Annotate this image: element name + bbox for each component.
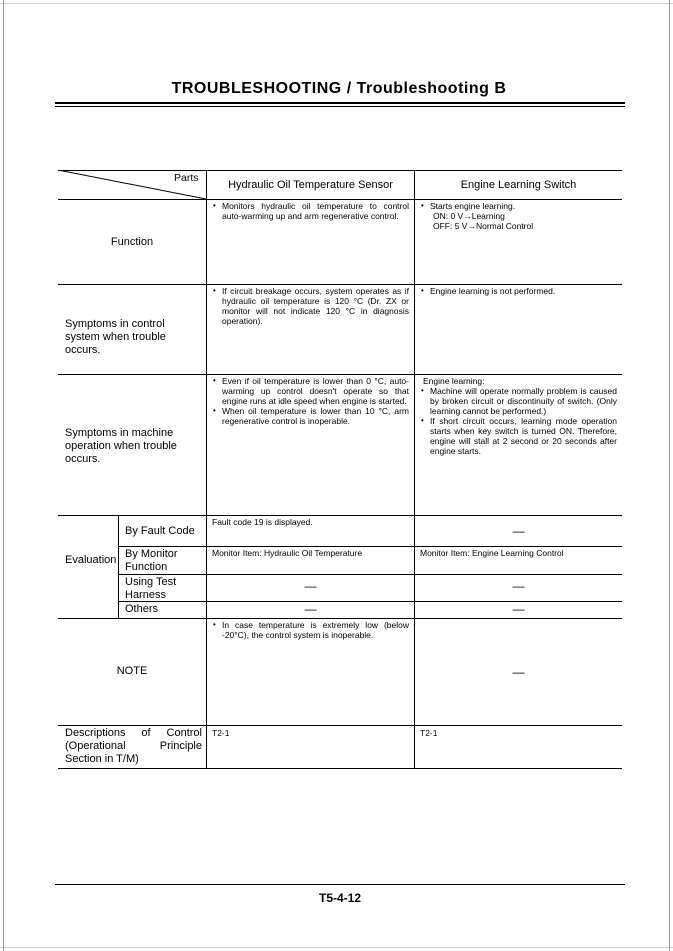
row-divider	[118, 574, 622, 575]
function-switch-cell	[420, 201, 617, 231]
symptoms-control-switch-cell	[420, 286, 617, 296]
row-label-symptoms-machine: Symptoms in machine operation when trouble occurs.	[65, 427, 177, 465]
row-divider	[58, 374, 622, 375]
symptoms-control-sensor-text: • If circuit breakage occurs, system operates as if hydraulic oil temperature is 120 °C (Dr. ZX or monitor will not indicate 120 °C in diagnosis operation).	[212, 286, 409, 326]
row-divider	[58, 515, 622, 516]
row-label-symptoms-control: Symptoms in control system when trouble occurs.	[65, 318, 166, 356]
function-switch-on: ON: 0 V→Learning	[433, 211, 505, 221]
row-divider	[58, 618, 622, 619]
symptoms-machine-switch-heading: Engine learning:	[423, 376, 485, 386]
function-switch-text: • Starts engine learning.	[420, 201, 617, 211]
function-sensor-text: • Monitors hydraulic oil temperature to control auto-warming up and arm regenerative control.	[212, 201, 409, 221]
title-rule-thin	[55, 106, 625, 107]
note-sensor-text: • In case temperature is extremely low (below -20°C), the control system is inoperable.	[212, 620, 409, 640]
symptoms-machine-sensor-text-2: • When oil temperature is lower than 10 °C, arm regenerative control is inoperable.	[212, 406, 409, 426]
page-number: T5-4-12	[318, 891, 362, 905]
page-edge-right	[669, 0, 670, 951]
row-divider	[58, 725, 622, 726]
eval-test-harness-sensor: —	[304, 579, 317, 593]
note-switch-cell: —	[512, 665, 525, 679]
eval-fault-code-switch: —	[512, 524, 525, 538]
eval-label-using-test-harness: Using Test Harness	[125, 576, 177, 601]
function-sensor-cell	[212, 201, 409, 221]
eval-label-by-monitor-function: By Monitor Function	[125, 548, 178, 573]
evaluation-divider	[118, 515, 119, 618]
page-edge-bottom	[0, 947, 673, 948]
descriptions-switch: T2-1	[420, 728, 438, 738]
row-divider	[58, 284, 622, 285]
note-sensor-cell	[212, 620, 409, 640]
eval-label-by-fault-code: By Fault Code	[125, 525, 195, 537]
table-bottom-border	[58, 768, 622, 769]
page-title: TROUBLESHOOTING / Troubleshooting B	[171, 80, 507, 97]
symptoms-control-sensor-cell	[212, 286, 409, 326]
eval-monitor-sensor: Monitor Item: Hydraulic Oil Temperature	[212, 548, 363, 558]
eval-others-sensor: —	[304, 602, 317, 616]
title-rule	[55, 102, 625, 104]
row-label-function: Function	[110, 236, 154, 248]
eval-label-others: Others	[125, 603, 159, 615]
column-header-engine-learning-switch: Engine Learning Switch	[460, 179, 577, 191]
eval-test-harness-switch: —	[512, 579, 525, 593]
column-header-hydraulic-oil-temperature-sensor: Hydraulic Oil Temperature Sensor	[228, 179, 393, 191]
symptoms-machine-sensor-text-1: • Even if oil temperature is lower than 0 °C, auto-warming up control doesn't operate so that engine runs at idle speed when engine is started.	[212, 376, 409, 406]
page-edge-left	[3, 0, 4, 951]
symptoms-control-switch-text: • Engine learning is not performed.	[420, 286, 617, 296]
eval-monitor-switch: Monitor Item: Engine Learning Control	[420, 548, 564, 558]
row-label-descriptions: Descriptions of Control (Operational Principle Section in T/M)	[65, 727, 202, 765]
footer-rule	[55, 884, 625, 885]
eval-others-switch: —	[512, 602, 525, 616]
symptoms-machine-sensor-cell	[212, 376, 409, 426]
row-label-note: NOTE	[116, 665, 148, 677]
eval-fault-code-sensor: Fault code 19 is displayed.	[212, 517, 313, 527]
page-edge-top	[0, 3, 673, 4]
row-divider	[118, 546, 622, 547]
function-switch-off: OFF: 5 V→Normal Control	[433, 221, 534, 231]
row-label-evaluation: Evaluation	[65, 554, 117, 566]
symptoms-machine-switch-text-2: • If short circuit occurs, learning mode operation starts when key switch is turned ON. Therefore, engine will stall at 2 second or 20 seconds after engine starts.	[420, 416, 617, 456]
parts-header-label: Parts	[174, 172, 199, 184]
symptoms-machine-switch-cell	[420, 376, 617, 456]
descriptions-sensor: T2-1	[212, 728, 230, 738]
column-divider	[206, 170, 207, 768]
symptoms-machine-switch-text-1: • Machine will operate normally problem is caused by broken circuit or discontinuity of switch. (Only learning cannot be performed.)	[420, 386, 617, 416]
row-divider	[58, 199, 622, 200]
